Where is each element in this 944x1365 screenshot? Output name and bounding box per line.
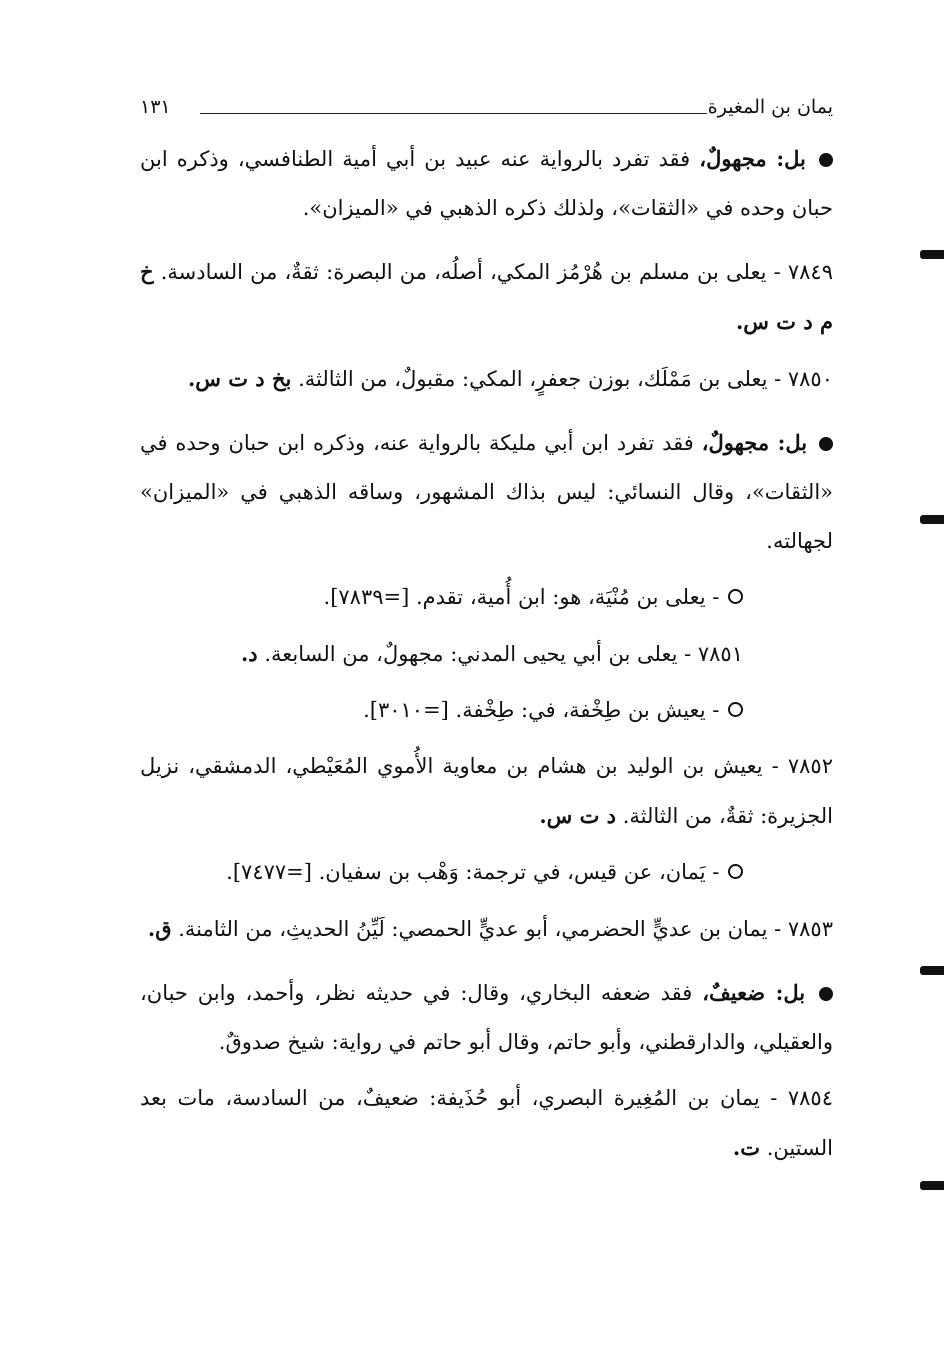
- note-text: فقد تفرد بالرواية عنه عبيد بن أبي أمية الطنافسي، وذكره ابن حبان وحده في «الثقات»، ولذلك ذكره الذهبي في «الميزان».: [140, 147, 833, 220]
- note-label: بل: مجهولٌ،: [701, 430, 808, 455]
- entry-7850: [140, 354, 833, 404]
- entry-symbols: ت.: [732, 1135, 760, 1160]
- margin-tab-mark: [920, 250, 944, 259]
- cross-reference: [140, 573, 833, 622]
- note-label: بل: ضعيفٌ،: [702, 980, 806, 1005]
- entry-symbols: ق.: [147, 916, 172, 941]
- note-text: فقد تفرد ابن أبي مليكة بالرواية عنه، وذكره ابن حبان وحده في «الثقات»، وقال النسائي: ليس بذاك المشهور، وساقه الذهبي في «الميزان» لجهالته.: [140, 431, 833, 553]
- bullet-icon: [819, 153, 833, 167]
- entry-7851: [140, 629, 833, 679]
- entry-symbols: د ت س.: [539, 803, 617, 828]
- entry-text: ٧٨٤٩ - يعلى بن مسلم بن هُرْمُز المكي، أصلُه، من البصرة: ثقةٌ، من السادسة.: [160, 260, 833, 284]
- page-header: [140, 92, 833, 122]
- reference-text: - يعيش بن طِخْفة، في: طِخْفة. [=٣٠١٠].: [363, 698, 720, 722]
- page-number: ١٣١: [140, 96, 171, 118]
- entry-symbols: بخ د ت س.: [187, 366, 292, 391]
- running-title: يمان بن المغيرة: [707, 96, 833, 118]
- entry-text: ٧٨٥٣ - يمان بن عديٍّ الحضرمي، أبو عديٍّ الحمصي: لَيِّنُ الحديثِ، من الثامنة.: [178, 917, 833, 941]
- bullet-note: [140, 968, 833, 1067]
- entry-text: ٧٨٥٤ - يمان بن المُغِيرة البصري، أبو حُذَيفة: ضعيفٌ، من السادسة، مات بعد الستين.: [140, 1086, 833, 1160]
- entry-7854: [140, 1074, 833, 1173]
- margin-tab-mark: [920, 966, 944, 975]
- margin-tab-mark: [920, 515, 944, 524]
- cross-reference: [140, 686, 833, 735]
- reference-text: - يعلى بن مُنْيَة، هو: ابن أُمية، تقدم. [=٧٨٣٩].: [323, 585, 720, 609]
- bullet-icon: [819, 987, 833, 1001]
- entry-7852: [140, 742, 833, 841]
- header-rule: [200, 113, 707, 114]
- entry-text: ٧٨٥٠ - يعلى بن مَمْلَك، بوزن جعفرٍ، المكي: مقبولٌ، من الثالثة.: [298, 367, 833, 391]
- entry-symbols: د.: [240, 641, 258, 666]
- bullet-icon: [819, 437, 833, 451]
- entry-symbols: خ م د ت س.: [140, 259, 833, 334]
- note-text: فقد ضعفه البخاري، وقال: في حديثه نظر، وأحمد، وابن حبان، والعقيلي، والدارقطني، وأبو حاتم، وقال أبو حاتم في رواية: شيخ صدوقٌ.: [140, 981, 833, 1054]
- bullet-note: [140, 134, 833, 233]
- entries-body: [140, 134, 833, 1180]
- circle-icon: [728, 864, 743, 879]
- entry-7849: [140, 247, 833, 347]
- reference-text: - يَمان، عن قيس، في ترجمة: وَهْب بن سفيان. [=٧٤٧٧].: [226, 860, 720, 884]
- entry-7853: [140, 904, 833, 954]
- margin-tab-mark: [920, 1181, 944, 1190]
- entry-text: ٧٨٥٢ - يعيش بن الوليد بن هشام بن معاوية الأُموي المُعَيْطي، الدمشقي، نزيل الجزيرة: ثقةٌ، من الثالثة.: [140, 754, 833, 828]
- bullet-note: [140, 418, 833, 566]
- circle-icon: [728, 589, 743, 604]
- cross-reference: [140, 848, 833, 897]
- note-label: بل: مجهولٌ،: [699, 146, 806, 171]
- circle-icon: [728, 702, 743, 717]
- entry-text: ٧٨٥١ - يعلى بن أبي يحيى المدني: مجهولٌ، من السابعة.: [264, 642, 743, 666]
